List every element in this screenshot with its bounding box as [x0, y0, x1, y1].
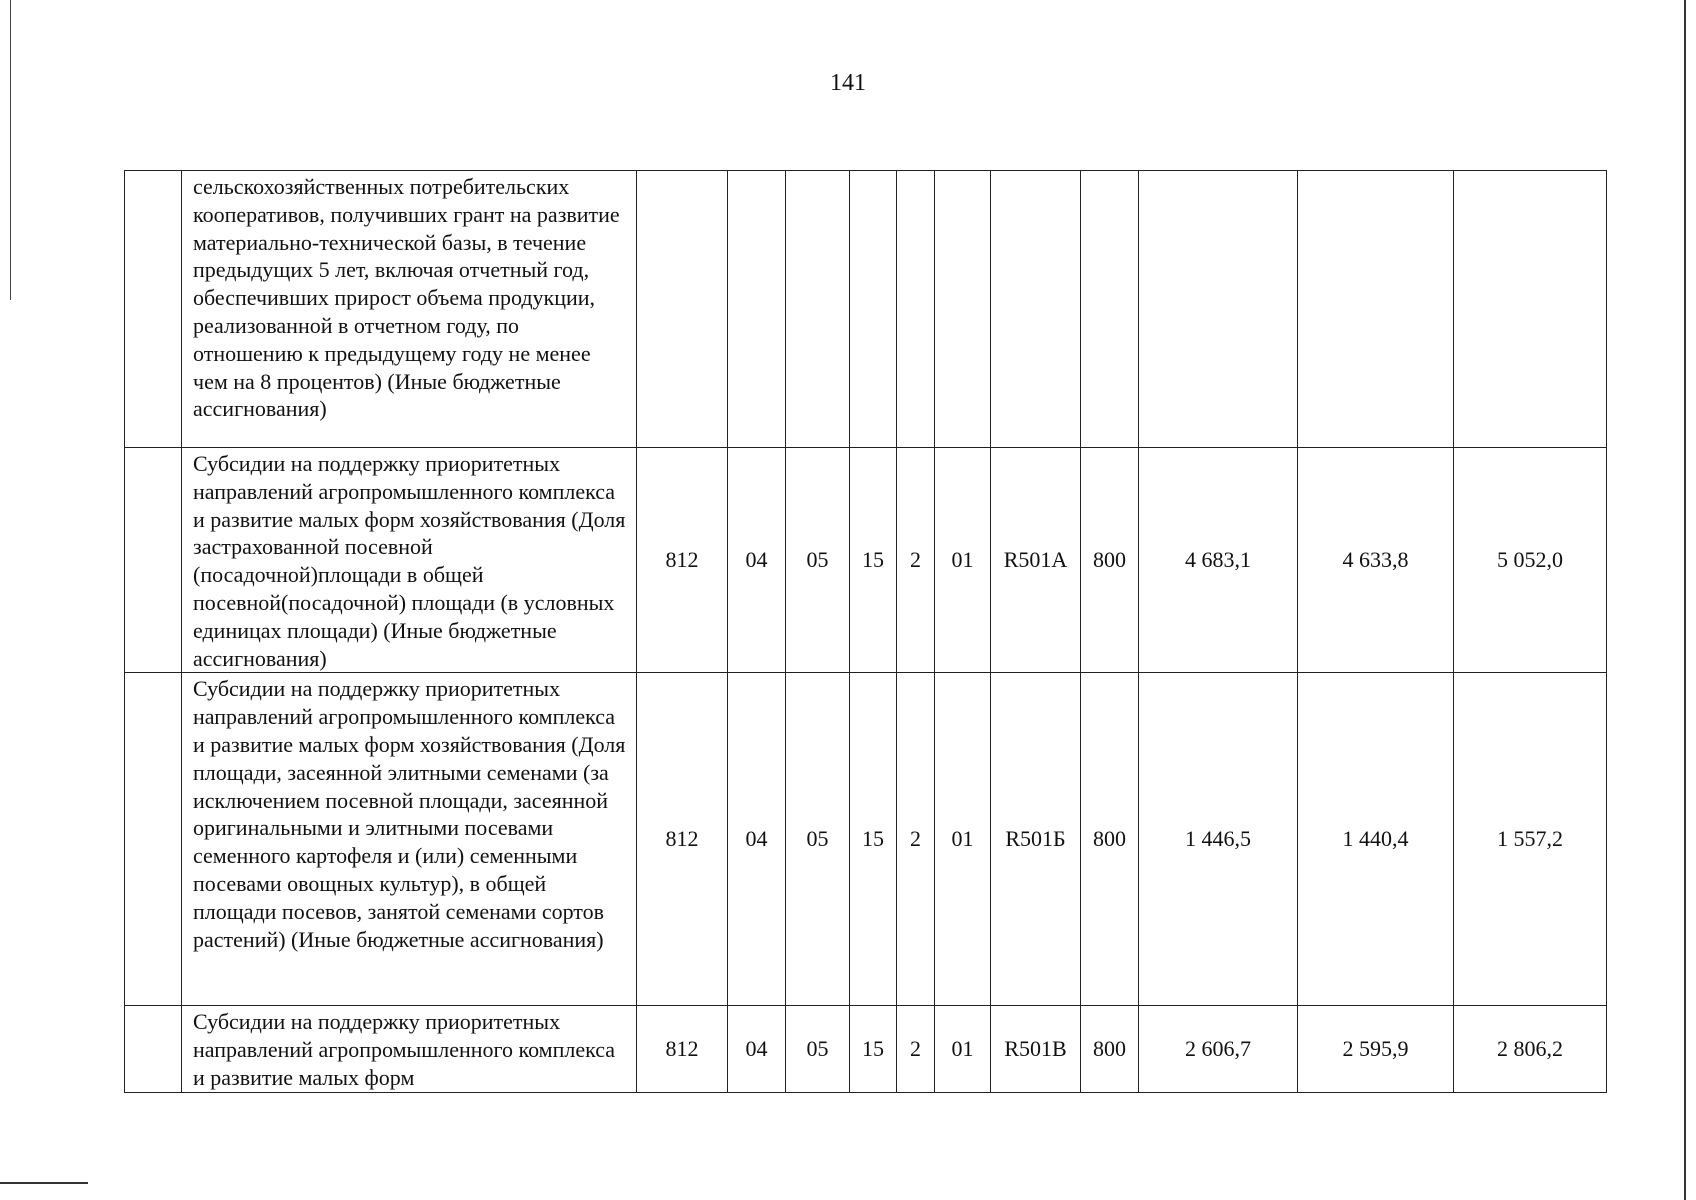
section-code-cell: 04	[728, 448, 786, 673]
event-code-cell	[935, 171, 991, 448]
budget-table	[124, 170, 1607, 1093]
amount-2-cell: 2 595,9	[1298, 1006, 1454, 1092]
description-cell: Субсидии на поддержку приоритетных направлений агропромышленного комплекса и развитие малых форм	[182, 1006, 637, 1092]
row-number-cell	[125, 1006, 182, 1092]
amount-3-cell	[1454, 171, 1607, 448]
row-number-cell	[125, 673, 182, 1006]
amount-1-cell: 4 683,1	[1139, 448, 1298, 673]
amount-2-cell: 4 633,8	[1298, 448, 1454, 673]
amount-1-cell	[1139, 171, 1298, 448]
ministry-code-cell	[637, 171, 728, 448]
subsection-code-cell: 05	[786, 673, 850, 1006]
program-code-cell: 15	[850, 673, 897, 1006]
table-row	[125, 171, 1607, 448]
event-code-cell: 01	[935, 673, 991, 1006]
ministry-code-cell: 812	[637, 673, 728, 1006]
event-code-cell: 01	[935, 1006, 991, 1092]
amount-3-cell: 2 806,2	[1454, 1006, 1607, 1092]
row-number-cell	[125, 448, 182, 673]
scan-edge-bottom	[0, 1182, 88, 1184]
program-code-cell: 15	[850, 1006, 897, 1092]
description-cell: Субсидии на поддержку приоритетных направлений агропромышленного комплекса и развитие малых форм хозяйствования (Доля площади, засеянной элитными семенами (за исключением посевной площади, засеянной оригинальными и элитными посевами семенного картофеля и (или) семенными посевами овощных культур), в общей площади посевов, занятой семенами сортов растений) (Иные бюджетные ассигнования)	[182, 673, 637, 1006]
subprogram-code-cell	[897, 171, 935, 448]
page-number: 141	[830, 70, 866, 96]
amount-1-cell: 1 446,5	[1139, 673, 1298, 1006]
description-cell: сельскохозяйственных потребительских кооперативов, получивших грант на развитие материально-технической базы, в течение предыдущих 5 лет, включая отчетный год, обеспечивших прирост объема продукции, реализованной в отчетном году, по отношению к предыдущему году не менее чем на 8 процентов) (Иные бюджетные ассигнования)	[182, 171, 637, 448]
expense-type-cell: 800	[1081, 448, 1139, 673]
ministry-code-cell: 812	[637, 448, 728, 673]
scan-edge-left	[10, 0, 11, 300]
expense-type-cell: 800	[1081, 1006, 1139, 1092]
amount-1-cell: 2 606,7	[1139, 1006, 1298, 1092]
subprogram-code-cell: 2	[897, 1006, 935, 1092]
amount-2-cell: 1 440,4	[1298, 673, 1454, 1006]
subsection-code-cell: 05	[786, 448, 850, 673]
scan-edge-right	[1684, 0, 1686, 1200]
target-code-cell: R501В	[991, 1006, 1081, 1092]
amount-3-cell: 1 557,2	[1454, 673, 1607, 1006]
section-code-cell: 04	[728, 673, 786, 1006]
subprogram-code-cell: 2	[897, 448, 935, 673]
description-cell: Субсидии на поддержку приоритетных направлений агропромышленного комплекса и развитие малых форм хозяйствования (Доля застрахованной посевной (посадочной)площади в общей посевной(посадочной) площади (в условных единицах площади) (Иные бюджетные ассигнования)	[182, 448, 637, 673]
subsection-code-cell: 05	[786, 1006, 850, 1092]
table-row	[125, 673, 1607, 1006]
ministry-code-cell: 812	[637, 1006, 728, 1092]
subsection-code-cell	[786, 171, 850, 448]
program-code-cell	[850, 171, 897, 448]
target-code-cell: R501Б	[991, 673, 1081, 1006]
subprogram-code-cell: 2	[897, 673, 935, 1006]
table-row	[125, 1006, 1607, 1092]
target-code-cell	[991, 171, 1081, 448]
target-code-cell: R501А	[991, 448, 1081, 673]
expense-type-cell: 800	[1081, 673, 1139, 1006]
section-code-cell: 04	[728, 1006, 786, 1092]
program-code-cell: 15	[850, 448, 897, 673]
expense-type-cell	[1081, 171, 1139, 448]
amount-2-cell	[1298, 171, 1454, 448]
amount-3-cell: 5 052,0	[1454, 448, 1607, 673]
row-number-cell	[125, 171, 182, 448]
section-code-cell	[728, 171, 786, 448]
event-code-cell: 01	[935, 448, 991, 673]
table-row	[125, 448, 1607, 673]
